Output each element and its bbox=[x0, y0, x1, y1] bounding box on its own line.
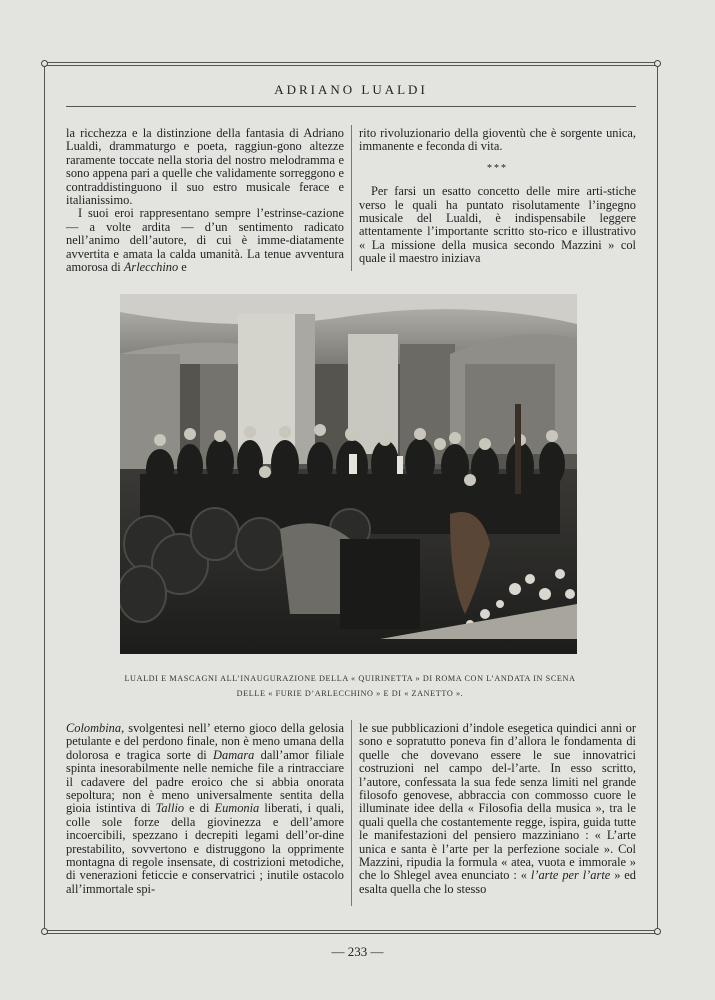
top-left-column bbox=[66, 127, 344, 274]
frame-corner-ornament bbox=[41, 60, 48, 67]
page-number: — 233 — bbox=[331, 944, 384, 959]
header-rule bbox=[66, 106, 636, 107]
caption-line: DELLE « FURIE D’ARLECCHINO » E DI « ZANETTO ». bbox=[236, 689, 464, 698]
concert-hall-photograph bbox=[120, 294, 577, 654]
bottom-right-column bbox=[359, 722, 636, 896]
paragraph: la ricchezza e la distinzione della fantasia di Adriano Lualdi, drammaturgo e poeta, raggiun-gono altezze raramente toccate nella storia del nostro melodramma e sono appena pari a quelle che validamente sorreggono e contraddistinguono il suo estro musicale ferace e italianissimo. bbox=[66, 126, 344, 208]
column-divider bbox=[351, 720, 352, 906]
frame-corner-ornament bbox=[41, 928, 48, 935]
frame-left-rule bbox=[44, 65, 45, 931]
frame-bottom-rule bbox=[44, 930, 658, 934]
bottom-left-column bbox=[66, 722, 344, 896]
paragraph: Per farsi un esatto concetto delle mire arti-stiche verso le quali ha puntato risolutamente l’ingegno musicale del Lualdi, è indispensabile leggere attentamente l’importante scritto sto-rico e illustrativo « La missione della musica secondo Mazzini » col quale il maestro iniziava bbox=[359, 184, 636, 266]
paragraph: I suoi eroi rappresentano sempre l’estrinse-cazione — a volte ardita — d’un sentimento radicato nell’animo dell’autore, di cui è imme-diatamente avvertita e amata la calda umanità. La tenue avventura amorosa di Arlecchino e bbox=[66, 206, 344, 275]
frame-corner-ornament bbox=[654, 60, 661, 67]
caption-line: LUALDI E MASCAGNI ALL’INAUGURAZIONE DELLA « QUIRINETTA » DI ROMA CON L’ANDATA IN SCENA bbox=[124, 674, 576, 683]
frame-corner-ornament bbox=[654, 928, 661, 935]
section-separator: *** bbox=[487, 162, 508, 174]
top-right-column bbox=[359, 127, 636, 266]
column-divider bbox=[351, 125, 352, 271]
photo-caption bbox=[100, 671, 600, 701]
paragraph: Colombina, svolgentesi nell’ eterno gioco della gelosia petulante e del perdono finale, non è meno umana della dolorosa e tragica sorte di Damara dall’amor filiale spinta inesorabilmente nelle nemiche file a rintracciare il cadavere del padre eroico che si abbia onorata sepoltura; non è meno universalmente sentita della gioia istintiva di Tallio e di Eumonia liberati, i quali, colle sole forze della giovinezza e dell’amore incoercibili, spezzano i decrepiti legami dell’or-dine prestabilito, sovvertono e distruggono la opprimente montagna di regole insensate, di costrizioni metodiche, di venerazioni feticcie e conservatrici ; inutile ostacolo all’immortale spi- bbox=[66, 721, 345, 896]
paragraph: rito rivoluzionario della gioventù che è sorgente unica, immanente e feconda di vita. bbox=[359, 126, 636, 154]
frame-right-rule bbox=[657, 65, 658, 931]
paragraph: le sue pubblicazioni d’indole esegetica quindici anni or sono e sopratutto poneva fin d’allora le fondamenta di quelle che dovevano essere le sue innovatrici costruzioni nel campo del-l’arte. In esso scritto, l’autore, confessata la sua fede senza limiti nel grande filosofo genovese, abbraccia con commosso cuore le illuminate idee della « Filosofia della musica », tra le quali quella che costantemente regge, ispira, guida tutte le manifestazioni del pensiero mazziniano : « L’arte unica e santa è l’arte per la perfezione sociale ». Col Mazzini, ripudia la formula « atea, vuota e immorale » che lo Shlegel avea enunciato : « l’arte per l’arte » ed esalta quella che lo stesso bbox=[359, 721, 636, 896]
running-head: ADRIANO LUALDI bbox=[274, 82, 428, 97]
frame-top-rule bbox=[44, 62, 658, 66]
